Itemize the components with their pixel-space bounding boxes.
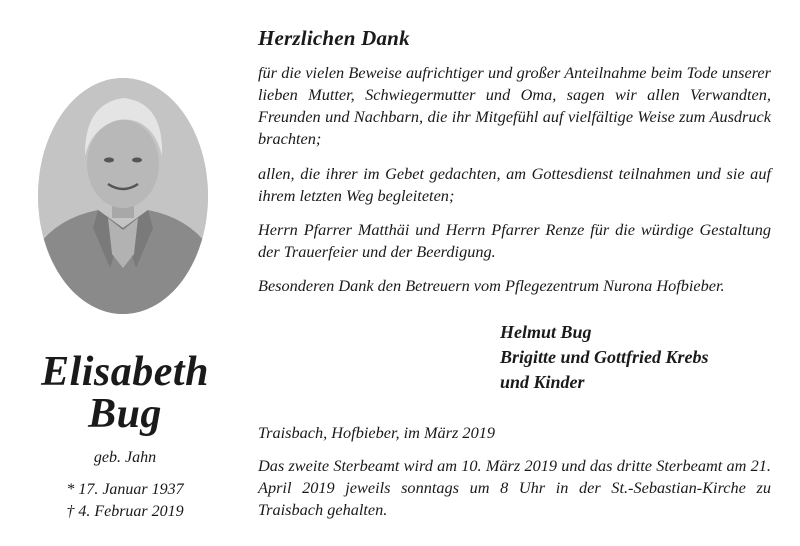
signer-line: Brigitte und Gottfried Krebs bbox=[500, 347, 709, 367]
place-date: Traisbach, Hofbieber, im März 2019 bbox=[258, 423, 495, 442]
deceased-last-name: Bug bbox=[88, 391, 162, 437]
signer-line: und Kinder bbox=[500, 372, 585, 392]
signers-block bbox=[500, 320, 709, 395]
thanks-paragraph-3: Herrn Pfarrer Matthäi und Herrn Pfarrer Renze für die würdige Gestaltung der Trauerfeier und der Beerdigung. bbox=[258, 220, 771, 261]
portrait-illustration bbox=[38, 78, 208, 314]
thanks-paragraph-2: allen, die ihrer im Gebet gedachten, am Gottesdienst teilnahmen und sie auf ihrem letzten Weg begleiteten; bbox=[258, 164, 771, 205]
deceased-first-name: Elisabeth bbox=[41, 349, 209, 395]
thanks-paragraph-4: Besonderen Dank den Betreuern vom Pflegezentrum Nurona Hofbieber. bbox=[258, 276, 725, 295]
thanks-paragraph-1: für die vielen Beweise aufrichtiger und großer Anteilnahme beim Tode unserer lieben Mutter, Schwiegermutter und Oma, sagen wir allen Verwandten, Freunden und Nachbarn, die ihr Mitgefühl auf vielfältige Weise zum Ausdruck brachten; bbox=[258, 63, 771, 148]
birth-date: * 17. Januar 1937 bbox=[66, 481, 184, 498]
maiden-name: geb. Jahn bbox=[93, 449, 157, 466]
portrait-photo bbox=[38, 78, 208, 314]
signer-line: Helmut Bug bbox=[500, 322, 592, 342]
memorial-mass-paragraph: Das zweite Sterbeamt wird am 10. März 2019 und das dritte Sterbeamt am 21. April 2019 jeweils sonntags um 8 Uhr in der St.-Sebastian-Kirche zu Traisbach gehalten. bbox=[258, 456, 771, 519]
notice-heading: Herzlichen Dank bbox=[258, 26, 410, 50]
death-date: † 4. Februar 2019 bbox=[66, 503, 184, 520]
